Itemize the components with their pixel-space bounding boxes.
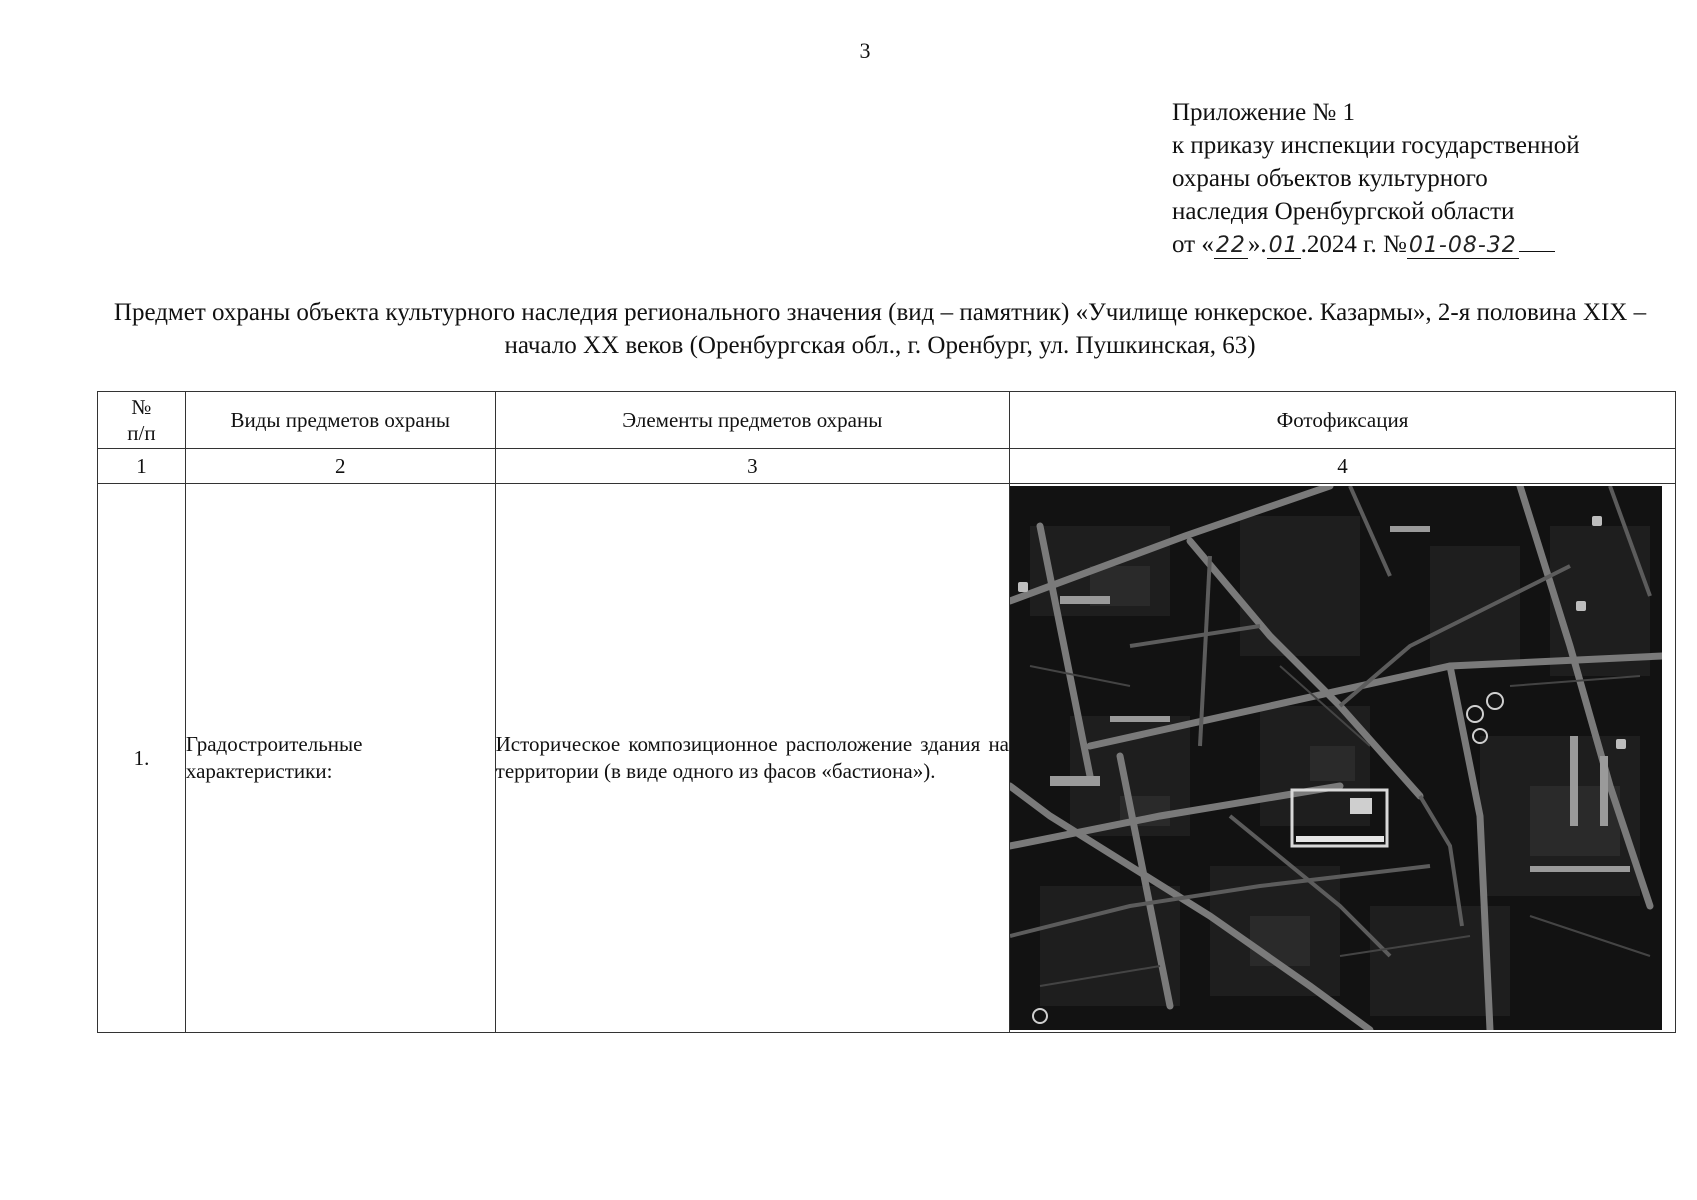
column-number-row [98,449,1676,484]
handwritten-month: 01 [1268,233,1299,258]
row-element: Историческое композиционное расположение здания на территории (в виде одного из фасов «бастиона»). [495,484,1009,1033]
column-number: 3 [495,449,1009,484]
row-type: Градостроительные характеристики: [185,484,495,1033]
table-header-row [98,392,1676,449]
row-number: 1. [98,484,186,1033]
appendix-line-1: Приложение № 1 [1172,99,1356,126]
appendix-line-4: наследия Оренбургской области [1172,198,1515,225]
table-row [98,484,1676,1033]
column-number: 1 [98,449,186,484]
handwritten-order-number: 01-08-32 [1408,233,1517,258]
satellite-map-image [1010,486,1662,1030]
date-year-text: .2024 г. № [1300,231,1407,258]
header-number-line1: № [131,395,152,419]
appendix-block [1172,96,1580,262]
row-photo-cell [1010,484,1676,1033]
protection-subjects-table [97,391,1676,1033]
appendix-date-line [1172,228,1580,262]
header-photo: Фотофиксация [1010,392,1676,449]
date-day-close: ». [1247,231,1267,258]
header-types: Виды предметов охраны [185,392,495,449]
header-elements: Элементы предметов охраны [495,392,1009,449]
document-title: Предмет охраны объекта культурного наследия регионального значения (вид – памятник) «Училище юнкерское. Казармы», 2-я половина XIX – начало XX веков (Оренбургская обл., г. Оренбург, ул. Пушкинская, 63) [113,299,1647,359]
handwritten-day: 22 [1215,233,1246,258]
appendix-line-3: охраны объектов культурного [1172,165,1488,192]
column-number: 4 [1010,449,1676,484]
date-prefix: от « [1172,231,1214,258]
column-number: 2 [185,449,495,484]
appendix-line-2: к приказу инспекции государственной [1172,132,1580,159]
header-number-line2: п/п [127,421,156,445]
page-number: 3 [859,38,871,63]
header-number [98,392,186,449]
number-underline [1519,231,1555,252]
